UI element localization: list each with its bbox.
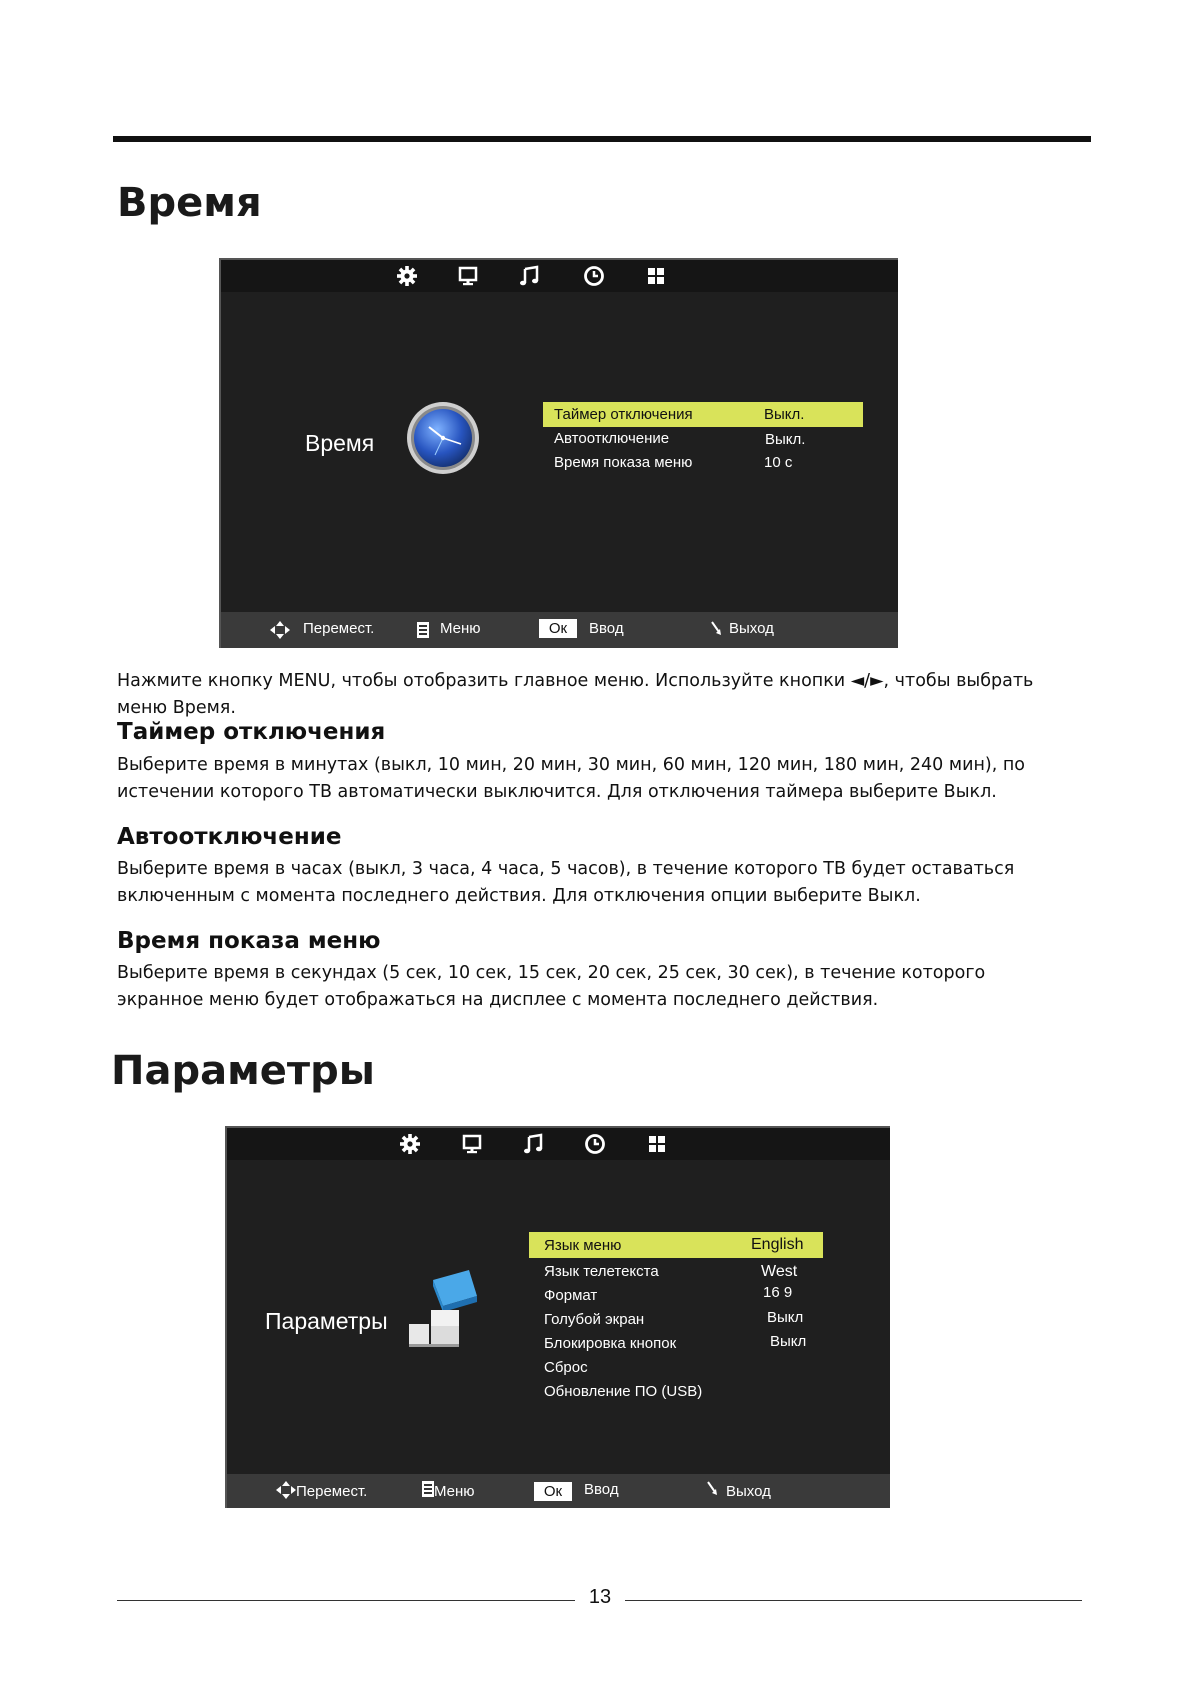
move-arrows-icon [269,620,291,640]
footer-rule-right [625,1600,1082,1601]
tv-screen-time [219,258,898,648]
menu-row-value: 10 с [764,454,793,471]
menu-row-value: Выкл [770,1333,807,1350]
picture-monitor-icon[interactable] [460,1132,484,1156]
menu-bar [221,260,898,292]
time-clock-icon[interactable] [582,264,606,288]
footer-move-label: Перемест. [296,1483,368,1500]
options-grid-icon[interactable] [644,264,668,288]
subsection-title: Автоотключение [117,824,342,850]
menu-row-value: Выкл. [765,431,806,448]
footer-exit-label: Выход [726,1483,771,1500]
subsection-text: Выберите время в секундах (5 сек, 10 сек, 15 сек, 20 сек, 25 сек, 30 сек), в течение которого экранное меню будет отображаться на дисплее с момента последнего действия. [117,963,986,1010]
menu-row-value: West [761,1263,798,1280]
footer-move-label: Перемест. [303,620,375,637]
subsection-title: Время показа меню [117,928,381,954]
time-clock-icon[interactable] [583,1132,607,1156]
footer-rule-left [117,1600,575,1601]
tv-screen-params [225,1126,890,1508]
menu-row-label[interactable]: Время показа меню [554,454,693,471]
exit-return-icon [705,1480,719,1498]
menu-row-value: 16 9 [763,1284,793,1301]
menu-row-value: English [751,1236,804,1253]
footer-exit-label: Выход [729,620,774,637]
menu-row-label[interactable]: Таймер отключения [554,406,693,423]
subsection-title: Таймер отключения [117,719,386,745]
clock-icon [405,400,481,476]
footer-enter-label: Ввод [584,1481,619,1498]
picture-monitor-icon[interactable] [456,264,480,288]
footer-menu-label: Меню [434,1483,475,1500]
menu-bar [227,1128,890,1160]
menu-row-label[interactable]: Голубой экран [544,1311,645,1328]
settings-gear-icon[interactable] [395,264,419,288]
menu-row-label[interactable]: Автоотключение [554,430,670,447]
footer-hints [227,1474,890,1508]
section-heading-params: Параметры [111,1048,375,1094]
menu-row-value: Выкл [767,1309,804,1326]
intro-paragraph: Нажмите кнопку MENU, чтобы отобразить главное меню. Используйте кнопки ◄/►, чтобы выбрать меню Время. [117,671,1034,718]
ok-key-badge: Ок [534,1482,572,1501]
screen-title: Время [305,430,375,456]
menu-row-value: Выкл. [764,406,805,423]
menu-row-label[interactable]: Обновление ПО (USB) [544,1383,703,1400]
options-blocks-icon [405,1266,479,1348]
menu-row-label[interactable]: Язык телетекста [544,1263,659,1280]
menu-row-label[interactable]: Язык меню [544,1237,622,1254]
menu-row-label[interactable]: Сброс [544,1359,588,1376]
ok-key-badge: Ок [539,619,577,638]
exit-return-icon [709,620,723,638]
menu-row-label[interactable]: Формат [544,1287,598,1304]
settings-gear-icon[interactable] [398,1132,422,1156]
menu-key-icon [422,1481,434,1497]
subsection-text: Выберите время в минутах (выкл, 10 мин, 20 мин, 30 мин, 60 мин, 120 мин, 180 мин, 240 мин), по истечении которого ТВ автоматически выключится. Для отключения таймера выберите Выкл. [117,755,1025,802]
section-heading-time: Время [117,180,262,226]
move-arrows-icon [275,1480,297,1500]
top-rule [113,136,1091,142]
menu-key-icon [417,622,429,638]
page-number: 13 [588,1586,612,1608]
sound-note-icon[interactable] [521,1132,545,1156]
footer-menu-label: Меню [440,620,481,637]
sound-note-icon[interactable] [517,264,541,288]
subsection-text: Выберите время в часах (выкл, 3 часа, 4 часа, 5 часов), в течение которого ТВ будет оставаться включенным с момента последнего действия. Для отключения опции выберите Выкл. [117,859,1015,906]
footer-hints [221,612,898,648]
options-grid-icon[interactable] [645,1132,669,1156]
footer-enter-label: Ввод [589,620,624,637]
menu-row-label[interactable]: Блокировка кнопок [544,1335,677,1352]
screen-title: Параметры [265,1308,388,1334]
